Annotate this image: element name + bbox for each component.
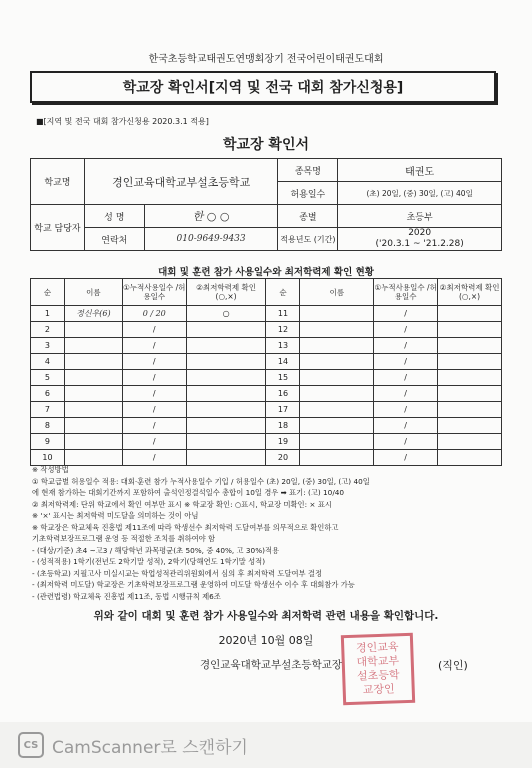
cell-no: 20	[266, 450, 300, 466]
cell-check	[186, 322, 266, 338]
cell-check	[186, 402, 266, 418]
cell-days: /	[122, 402, 186, 418]
table-header-row	[31, 279, 502, 306]
document-title: 학교장 확인서	[222, 137, 310, 153]
cell-name	[300, 338, 374, 354]
note-line: ※ 학교장은 학교체육 진흥법 제11조에 따라 학생선수 최저학력 도달여부를 의무적으로 확인하고	[32, 522, 339, 532]
cell-check	[438, 434, 502, 450]
header-no-left: 순	[31, 279, 65, 306]
cell-days: /	[122, 338, 186, 354]
cell-days: /	[374, 306, 438, 322]
days-label: 허용일수	[278, 182, 338, 205]
cell-days: /	[122, 354, 186, 370]
cell-no: 18	[266, 418, 300, 434]
cell-name	[300, 386, 374, 402]
cell-days: /	[374, 418, 438, 434]
cell-name: 정신우(6)	[64, 306, 122, 322]
cell-no: 1	[31, 306, 65, 322]
instructions	[32, 464, 502, 602]
cell-check	[186, 418, 266, 434]
cell-no: 10	[31, 450, 65, 466]
cell-no: 3	[31, 338, 65, 354]
cell-no: 17	[266, 402, 300, 418]
header-days-left: ①누적사용일수 /허용일수	[122, 279, 186, 306]
cell-name	[64, 434, 122, 450]
note-line: ※ '×' 표시는 최저학력 미도달을 의미하는 것이 아님	[32, 511, 199, 520]
cell-check	[186, 370, 266, 386]
note-line: 에 현재 참가하는 대회기간까지 포함하여 출석인정결석일수 총합이 10일 경우 ➡ 표기: (고) 10/40	[32, 488, 345, 497]
participation-table-title: 대회 및 훈련 참가 사용일수와 최저학력제 확인 현황	[158, 267, 374, 278]
cell-name	[64, 354, 122, 370]
note-line: - (성적적용) 1학기(전년도 2학기말 성적), 2학기(당해연도 1학기말 성적)	[32, 557, 266, 566]
header-days-right: ①누적사용일수 /허용일수	[374, 279, 438, 306]
days-value: (초) 20일, (중) 30일, (고) 40일	[338, 182, 502, 205]
cell-no: 6	[31, 386, 65, 402]
cell-no: 9	[31, 434, 65, 450]
cell-no: 19	[266, 434, 300, 450]
cell-check	[438, 306, 502, 322]
cell-days: /	[374, 338, 438, 354]
cell-days: /	[374, 386, 438, 402]
cell-name	[64, 322, 122, 338]
scanner-watermark	[0, 722, 532, 768]
cell-days: /	[374, 354, 438, 370]
principal-title: 경인교육대학교부설초등학교장	[200, 659, 343, 671]
cell-name	[300, 402, 374, 418]
cell-days: /	[122, 370, 186, 386]
note-line: ② 최저학력제: 단위 학교에서 확인 여부만 표시 ※ 학교장 확인: ○표시, 학교장 미확인: × 표시	[32, 499, 332, 509]
period-value: ('20.3.1 ~ '21.2.28)	[375, 239, 464, 249]
organization-line: 한국초등학교태권도연맹회장기 전국어린이태권도대회	[148, 54, 384, 65]
participation-table	[30, 278, 502, 466]
manager-label: 학교 담당자	[31, 205, 85, 251]
note-line: ※ 작성방법	[32, 465, 69, 474]
cell-no: 5	[31, 370, 65, 386]
cell-no: 4	[31, 354, 65, 370]
name-label: 성 명	[84, 205, 144, 228]
cell-days: /	[374, 402, 438, 418]
cell-name	[300, 418, 374, 434]
cell-name	[300, 306, 374, 322]
cell-check	[186, 338, 266, 354]
table-row	[31, 370, 502, 386]
note-line: - (초등학교) 지필고사 미실시교는 학업성적관리위원회에서 심의 후 최저학력 도달여부 결정	[32, 568, 323, 578]
cell-name	[300, 354, 374, 370]
cell-name	[300, 370, 374, 386]
cell-name	[300, 434, 374, 450]
table-row	[31, 338, 502, 354]
official-seal: 경인교육 대학교부 설초등학 교장인	[341, 633, 415, 705]
cell-check	[438, 322, 502, 338]
year-value: 2020	[408, 228, 432, 238]
cell-days: /	[122, 322, 186, 338]
cell-no: 12	[266, 322, 300, 338]
cell-no: 15	[266, 370, 300, 386]
camscanner-logo-icon: CS	[18, 732, 44, 758]
cell-name	[64, 386, 122, 402]
cell-days: /	[374, 370, 438, 386]
cell-days: /	[122, 450, 186, 466]
note-line: ① 학교급별 허용일수 적용: 대회·훈련 참가 누적사용일수 기입 / 허용일수 (초) 20일, (중) 30일, (고) 40일	[32, 476, 370, 486]
year-cell	[338, 228, 502, 251]
contact-label: 연락처	[84, 228, 144, 251]
header-check-left: ②최저학력제 확인(○,×)	[186, 279, 266, 306]
cell-no: 16	[266, 386, 300, 402]
form-version-note: ■[지역 및 전국 대회 참가신청용 2020.3.1 적용]	[36, 117, 209, 126]
table-row	[31, 354, 502, 370]
table-row	[31, 306, 502, 322]
form-main-title: 학교장 확인서[지역 및 전국 대회 참가신청용]	[30, 71, 496, 103]
table-row	[31, 386, 502, 402]
cell-check	[438, 370, 502, 386]
cell-name	[300, 322, 374, 338]
event-value: 태권도	[338, 159, 502, 182]
cell-no: 8	[31, 418, 65, 434]
cell-check	[438, 418, 502, 434]
cell-check	[186, 386, 266, 402]
table-row	[31, 402, 502, 418]
cell-days: /	[374, 434, 438, 450]
cell-no: 14	[266, 354, 300, 370]
note-line: - (최저학력 미도달) 학교장은 기초학력보장프로그램 운영하여 미도달 학생선수 이수 후 대회참가 가능	[32, 580, 355, 589]
table-row	[31, 322, 502, 338]
issue-date: 2020년 10월 08일	[218, 634, 314, 647]
cell-days: 0 / 20	[122, 306, 186, 322]
name-value: 한 ○ ○	[144, 205, 278, 228]
cell-no: 11	[266, 306, 300, 322]
cell-days: /	[122, 386, 186, 402]
cell-name	[64, 418, 122, 434]
cell-no: 7	[31, 402, 65, 418]
cell-name	[64, 402, 122, 418]
note-line: - (관련법령) 학교체육 진흥법 제11조, 동법 시행규칙 제6조	[32, 591, 221, 601]
header-name-right: 이름	[300, 279, 374, 306]
contact-value: 010-9649-9433	[144, 228, 278, 251]
header-no-right: 순	[266, 279, 300, 306]
cell-no: 13	[266, 338, 300, 354]
cell-days: /	[122, 418, 186, 434]
event-label: 종목명	[278, 159, 338, 182]
note-line: - (대상/기준) 초4 ~고3 / 해당학년 과목평균(초 50%, 중 40%, 고 30%)적용	[32, 545, 280, 555]
table-row	[31, 418, 502, 434]
note-line: 기초학력보장프로그램 운영 등 적절한 조치를 취하여야 함	[32, 534, 216, 543]
cell-days: /	[374, 322, 438, 338]
school-label: 학교명	[31, 159, 85, 205]
cell-name	[64, 338, 122, 354]
cell-check	[186, 354, 266, 370]
type-value: 초등부	[338, 205, 502, 228]
cell-name	[64, 370, 122, 386]
cell-days: /	[374, 450, 438, 466]
cell-check: ○	[186, 306, 266, 322]
seal-label: (직인)	[438, 659, 468, 672]
header-check-right: ②최저학력제 확인(○,×)	[438, 279, 502, 306]
type-label: 종별	[278, 205, 338, 228]
cell-check	[438, 386, 502, 402]
year-label: 적용년도 (기간)	[278, 228, 338, 251]
camscanner-text: CamScanner로 스캔하기	[52, 737, 248, 758]
cell-no: 2	[31, 322, 65, 338]
cell-check	[186, 434, 266, 450]
school-value: 경인교육대학교부설초등학교	[84, 159, 278, 205]
cell-check	[438, 354, 502, 370]
header-name-left: 이름	[64, 279, 122, 306]
info-table	[30, 158, 502, 251]
table-row	[31, 434, 502, 450]
confirmation-statement: 위와 같이 대회 및 훈련 참가 사용일수와 최저학력 관련 내용을 확인합니다.	[93, 610, 439, 622]
cell-check	[438, 402, 502, 418]
cell-days: /	[122, 434, 186, 450]
cell-check	[438, 338, 502, 354]
